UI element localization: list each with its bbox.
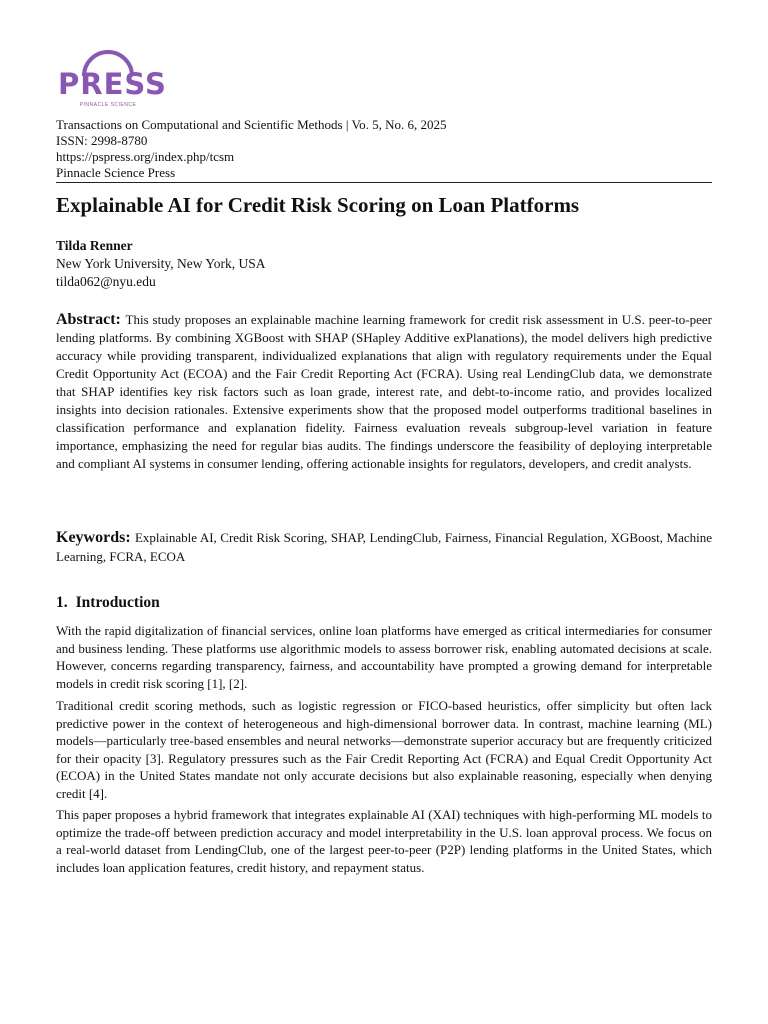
publisher-logo: [58, 46, 167, 112]
intro-paragraph-2: Traditional credit scoring methods, such as logistic regression or FICO-based heuristics, offer simplicity but often lack predictive power in the context of heterogeneous and high-dimensional borrower data. In contrast, machine learning (ML) models—particularly tree-based ensembles and neural networks—demonstrate superior accuracy but are frequently criticized for their opacity [3]. Regulatory pressures such as the Fair Credit Reporting Act (FCRA) and Equal Credit Opportunity Act (ECOA) in the United States mandate not only accurate decisions but also explainable reasoning, especially when denying credit [4].: [56, 698, 712, 801]
logo-wordmark: PRESS: [58, 67, 167, 101]
journal-url[interactable]: https://pspress.org/index.php/tcsm: [56, 149, 235, 164]
author-name: Tilda Renner: [56, 238, 133, 253]
section-title: Introduction: [75, 594, 160, 611]
intro-paragraph-3: This paper proposes a hybrid framework that integrates explainable AI (XAI) techniques with high-performing ML models to optimize the trade-off between prediction accuracy and model interpretability in the U.S. loan approval process. We focus on a real-world dataset from LendingClub, one of the largest peer-to-peer (P2P) lending platforms in the United States, which includes loan application features, credit history, and repayment status.: [56, 807, 712, 875]
journal-line: Transactions on Computational and Scientific Methods | Vo. 5, No. 6, 2025: [56, 117, 447, 132]
section-heading: [56, 594, 160, 612]
abstract: [56, 311, 712, 473]
publisher-line: Pinnacle Science Press: [56, 165, 176, 180]
abstract-text: This study proposes an explainable machine learning framework for credit risk assessment in U.S. peer-to-peer lending platforms. By combining XGBoost with SHAP (SHapley Additive exPlanations), the model delivers high predictive accuracy while providing transparent, individualized explanations that align with regulatory requirements under the Equal Credit Opportunity Act (ECOA) and the Fair Credit Reporting Act (FCRA). Using real LendingClub data, we demonstrate that SHAP identifies key risk factors such as loan grade, interest rate, and debt-to-income ratio, and provides localized insights into decision rationales. Extensive experiments show that the proposed model outperforms traditional baselines in classification performance and explanation fidelity. Fairness evaluation reveals subgroup-level variation in feature importance, emphasizing the need for regular bias audits. The findings underscore the feasibility of deploying interpretable and compliant AI systems in consumer lending, offering actionable insights for regulators, developers, and credit analysts.: [56, 312, 712, 471]
keywords-label: Keywords:: [56, 529, 135, 546]
author-email[interactable]: tilda062@nyu.edu: [56, 274, 156, 289]
logo-subtitle: PINNACLE SCIENCE: [79, 102, 137, 108]
abstract-label: Abstract:: [56, 311, 126, 328]
paper-title: Explainable AI for Credit Risk Scoring on Loan Platforms: [56, 193, 580, 217]
header-divider: [56, 182, 712, 183]
section-number: 1.: [56, 594, 68, 611]
keywords: [56, 528, 712, 566]
keywords-text: Explainable AI, Credit Risk Scoring, SHAP, LendingClub, Fairness, Financial Regulation, XGBoost, Machine Learning, FCRA, ECOA: [56, 530, 713, 564]
issn-line: ISSN: 2998-8780: [56, 133, 148, 148]
journal-meta: [56, 117, 447, 181]
author-block: [56, 237, 266, 291]
author-affiliation: New York University, New York, USA: [56, 256, 266, 271]
intro-paragraph-1: With the rapid digitalization of financial services, online loan platforms have emerged as critical intermediaries for consumer and business lending. These platforms use algorithmic models to assess borrower risk, enabling automated decisions at scale. However, concerns regarding transparency, fairness, and accountability have prompted a growing demand for interpretable models in credit risk scoring [1], [2].: [56, 623, 712, 691]
